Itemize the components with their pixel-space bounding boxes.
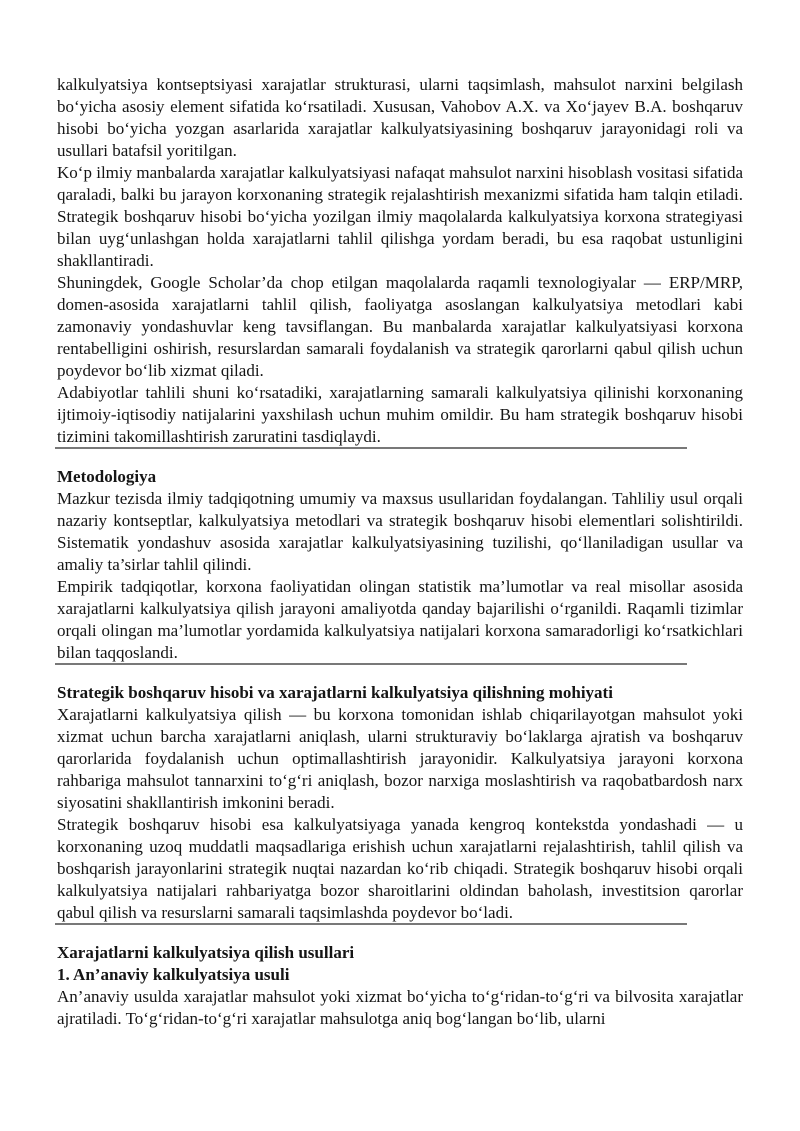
paragraph-calculation-definition: Xarajatlarni kalkulyatsiya qilish — bu korxona tomonidan ishlab chiqarilayotgan mahsulot yoki xizmat uchun barcha xarajatlarni aniqlash, ularni strukturaviy boʻlaklarga ajratish va boshqaruv qarorlarida foydalanish uchun optimallashtirish jarayonidir. Kalkulyatsiya jarayoni korxona rahbariga mahsulot tannarxini toʻgʻri aniqlash, bozor narxiga moslashtirish va raqobatbardosh narx siyosatini shakllantirish imkonini beradi. <box>57 705 743 812</box>
paragraph-strategic-context: Strategik boshqaruv hisobi esa kalkulyatsiyaga yanada kengroq kontekstda yondashadi — u korxonaning uzoq muddatli maqsadlariga erishish uchun xarajatlarni rejalashtirish, tahlil qilish va boshqarish jarayonlarini strategik nuqtai nazardan koʻrib chiqadi. Strategik boshqaruv hisobi orqali kalkulyatsiya natijalari rahbariyatga bozor sharoitlarini oldindan baholash, investitsion qarorlar qabul qilish va resurslarni samarali taqsimlashda poydevor boʻladi. <box>57 815 743 922</box>
paragraph-empirical-research: Empirik tadqiqotlar, korxona faoliyatidan olingan statistik ma’lumotlar va real misollar asosida xarajatlarni kalkulyatsiya qilish jarayoni amaliyotda qanday bajarilishi oʻrganildi. Raqamli tizimlar orqali olingan ma’lumotlar yordamida kalkulyatsiya natijalari korxona samaradorligi koʻrsatkichlari bilan taqqoslandi. <box>57 577 743 662</box>
paragraph-google-scholar: Shuningdek, Google Scholar’da chop etilgan maqolalarda raqamli texnologiyalar — ERP/MRP, domen-asosida xarajatlarni tahlil qilish, faoliyatga asoslangan kalkulyatsiya metodlari kabi zamonaviy yondashuvlar keng tavsiflangan. Bu manbalarda xarajatlar kalkulyatsiyasi korxona rentabelligini oshirish, resurslardan samarali foydalanish va strategik qarorlarni qabul qilish uchun poydevor boʻlib xizmat qiladi. <box>57 273 743 380</box>
section-heading-metodologiya: Metodologiya <box>57 467 157 486</box>
paragraph-literature-conclusion: Adabiyotlar tahlili shuni koʻrsatadiki, xarajatlarning samarali kalkulyatsiya qilinishi korxonaning ijtimoiy-iqtisodiy natijalarini yaxshilash uchun muhim omildir. Bu ham strategik boshqaruv hisobi tizimini takomillashtirish zaruratini tasdiqlaydi. <box>57 383 743 446</box>
paragraph-literature-intro: kalkulyatsiya kontseptsiyasi xarajatlar strukturasi, ularni taqsimlash, mahsulot narxini belgilash boʻyicha asosiy element sifatida koʻrsatiladi. Xususan, Vahobov A.X. va Xoʻjayev B.A. boshqaruv hisobi boʻyicha yozgan asarlarida xarajatlar kalkulyatsiyasining boshqaruv jarayonidagi roli va usullari batafsil yoritilgan. <box>57 75 743 160</box>
subsection-heading-traditional-method: 1. An’anaviy kalkulyatsiya usuli <box>57 965 290 984</box>
section-heading-strategic-accounting: Strategik boshqaruv hisobi va xarajatlarni kalkulyatsiya qilishning mohiyati <box>57 683 613 702</box>
paragraph-traditional-method: An’anaviy usulda xarajatlar mahsulot yoki xizmat boʻyicha toʻgʻridan-toʻgʻri va bilvosita xarajatlar ajratiladi. Toʻgʻridan-toʻgʻri xarajatlar mahsulotga aniq bogʻlangan boʻlib, ularni <box>57 987 743 1028</box>
paragraph-scientific-sources: Koʻp ilmiy manbalarda xarajatlar kalkulyatsiyasi nafaqat mahsulot narxini hisoblash vositasi sifatida qaraladi, balki bu jarayon korxonaning strategik rejalashtirish mexanizmi sifatida ham talqin etiladi. Strategik boshqaruv hisobi boʻyicha yozilgan ilmiy maqolalarda kalkulyatsiya korxona strategiyasi bilan uygʻunlashgan holda xarajatlarni tahlil qilishga yordam beradi, bu esa raqobat ustunligini shakllantiradi. <box>57 163 743 270</box>
section-heading-calculation-methods: Xarajatlarni kalkulyatsiya qilish usullari <box>57 943 355 962</box>
paragraph-methodology-approach: Mazkur tezisda ilmiy tadqiqotning umumiy va maxsus usullaridan foydalangan. Tahliliy usul orqali nazariy kontseptlar, kalkulyatsiya metodlari va strategik boshqaruv hisobi elementlari solishtirildi. Sistematik yondashuv asosida xarajatlar kalkulyatsiyasining tuzilishi, qoʻllaniladigan usullar va amaliy ta’sirlar tahlil qilindi. <box>57 489 743 574</box>
